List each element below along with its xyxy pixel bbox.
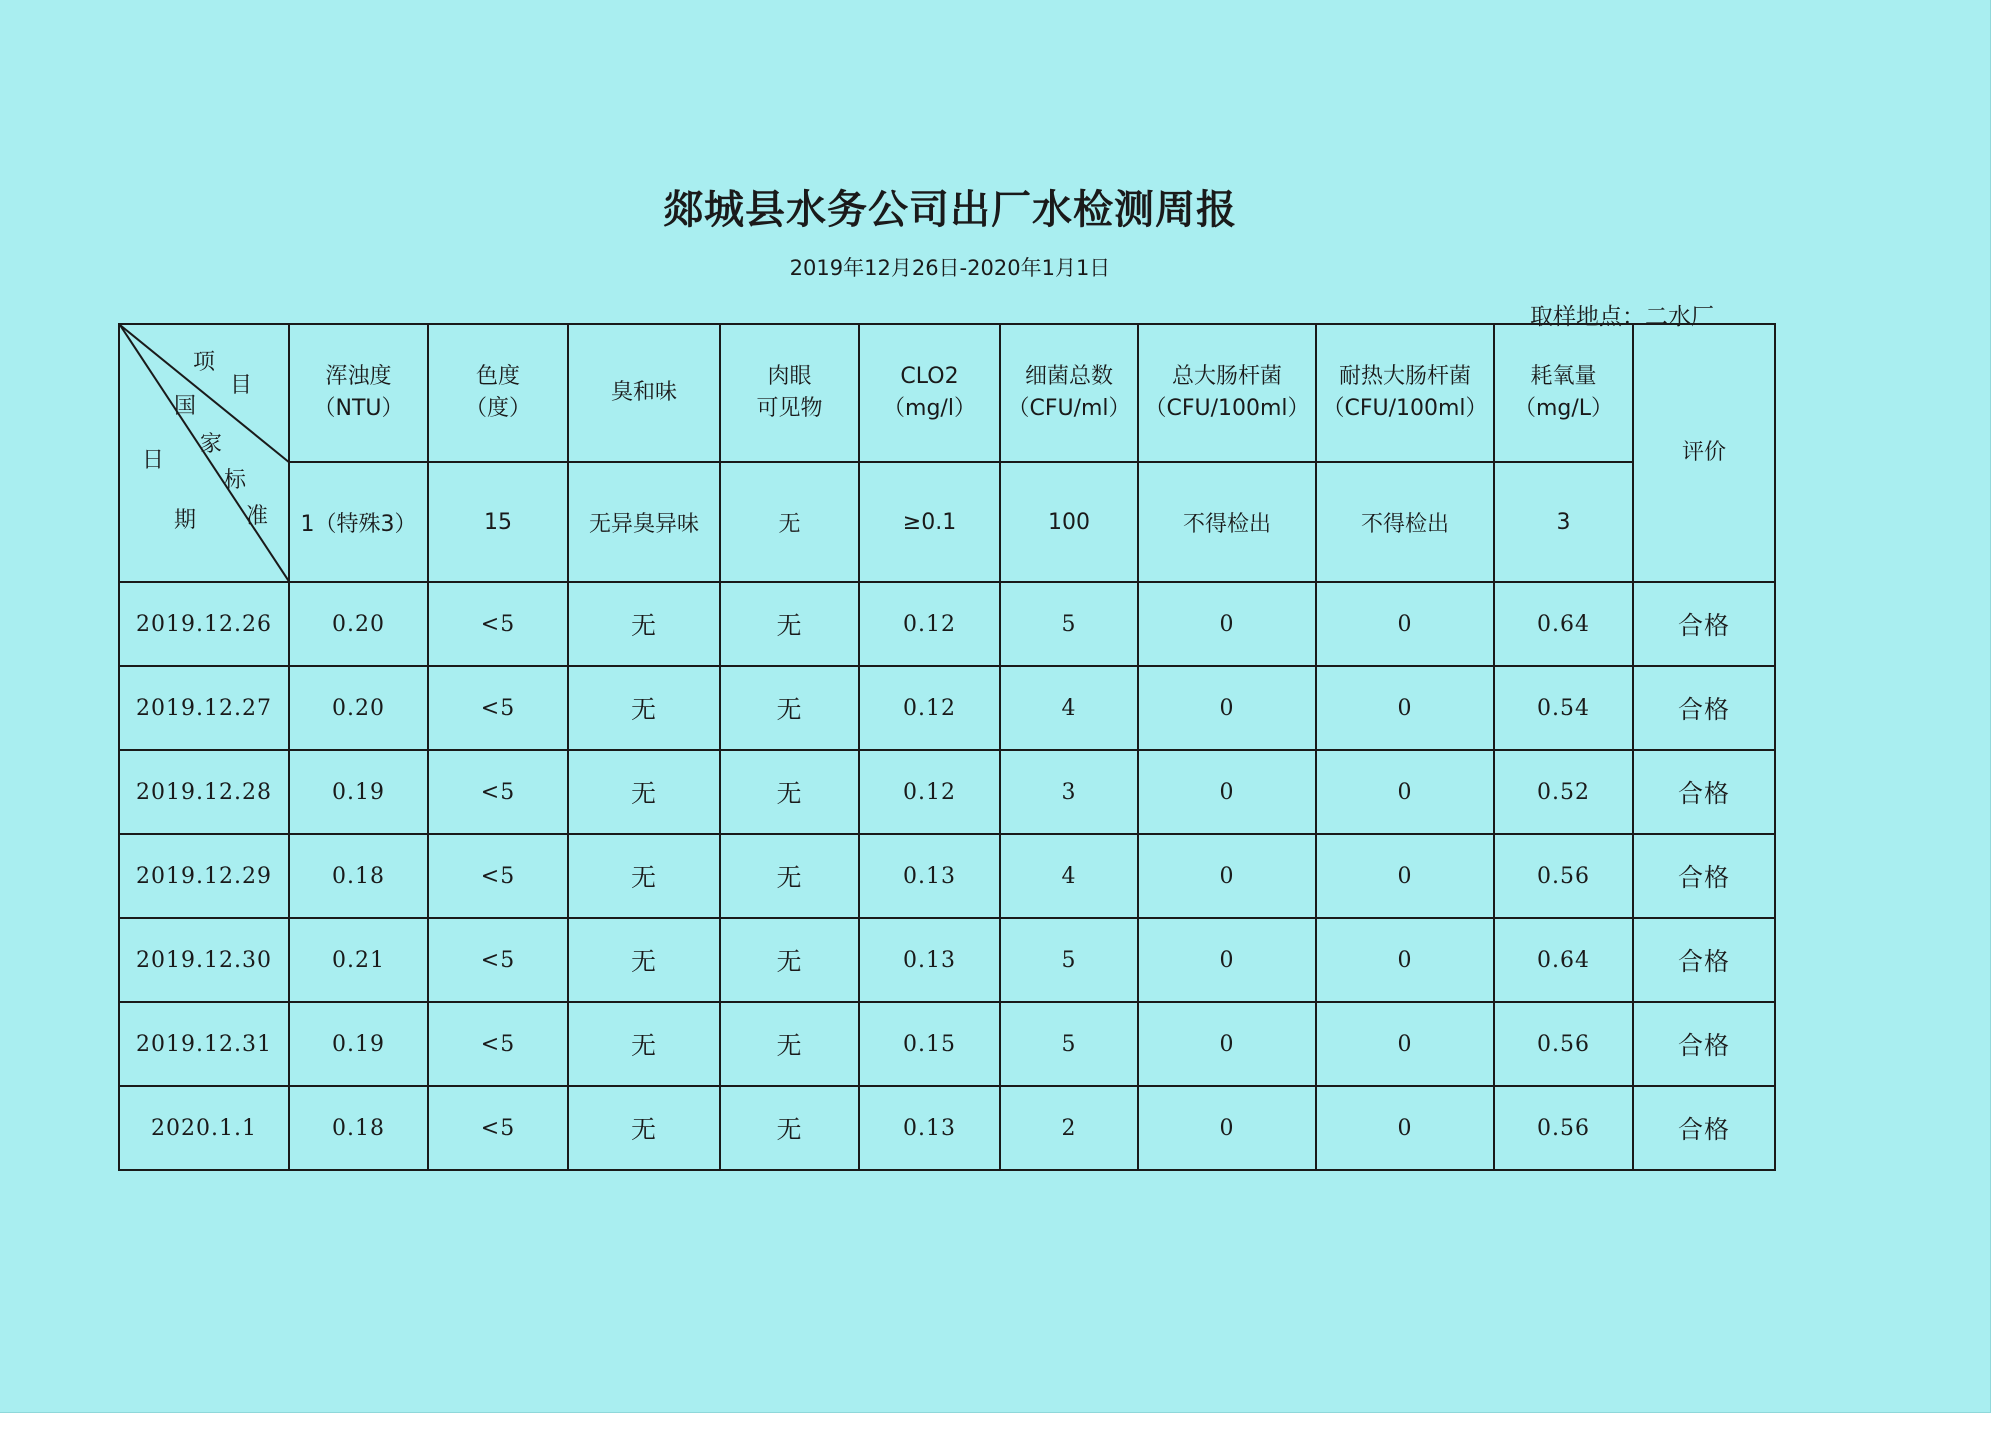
column-header-name: 浑浊度 [325,364,392,389]
value-cell: 无 [568,1002,720,1086]
column-header-name: 细菌总数 [1024,364,1113,389]
standard-value-cell: 不得检出 [1138,462,1316,582]
corner-item-char: 目 [230,373,253,398]
value-cell: 0.20 [289,582,428,666]
table-row [119,1086,1775,1170]
value-cell: 0 [1138,834,1316,918]
value-cell: 无 [720,666,859,750]
corner-date-char: 日 [142,448,165,473]
column-header [1000,324,1138,462]
value-cell: 5 [1000,918,1138,1002]
value-cell: 0.20 [289,666,428,750]
standard-value-cell: 1（特殊3） [289,462,428,582]
column-header [1494,324,1633,462]
standard-value-cell: 不得检出 [1316,462,1494,582]
value-cell: 无 [720,1002,859,1086]
column-header-unit: 可见物 [756,396,823,421]
evaluation-cell: 合格 [1633,1086,1775,1170]
value-cell: 0.64 [1494,918,1633,1002]
standard-value-cell: 无异臭异味 [568,462,720,582]
corner-standard-char: 家 [200,432,223,457]
value-cell: 0.18 [289,1086,428,1170]
value-cell: <5 [428,582,568,666]
value-cell: 0.13 [859,918,1000,1002]
value-cell: 3 [1000,750,1138,834]
evaluation-cell: 合格 [1633,1002,1775,1086]
value-cell: <5 [428,834,568,918]
value-cell: 0.52 [1494,750,1633,834]
evaluation-cell: 合格 [1633,666,1775,750]
standard-value-cell: 15 [428,462,568,582]
value-cell: 4 [1000,834,1138,918]
value-cell: 无 [568,834,720,918]
value-cell: 0.18 [289,834,428,918]
column-header-name: 总大肠杆菌 [1171,364,1282,389]
column-header [428,324,568,462]
table-row [119,666,1775,750]
column-header-unit: （CFU/100ml） [1322,396,1488,421]
value-cell: 无 [720,1086,859,1170]
column-header [1316,324,1494,462]
value-cell: 无 [568,666,720,750]
value-cell: 0 [1316,750,1494,834]
value-cell: 0.21 [289,918,428,1002]
value-cell: 0 [1316,582,1494,666]
standard-value-cell: ≥0.1 [859,462,1000,582]
value-cell: 0 [1138,1002,1316,1086]
standard-row [119,462,1775,582]
column-header-unit: （度） [464,396,531,421]
value-cell: 0.19 [289,1002,428,1086]
column-header-name: 耗氧量 [1530,364,1597,389]
value-cell: 0.12 [859,666,1000,750]
value-cell: <5 [428,1086,568,1170]
table-row [119,750,1775,834]
value-cell: 0.12 [859,582,1000,666]
table-row [119,1002,1775,1086]
column-header-name: 肉眼 [767,364,812,389]
value-cell: <5 [428,918,568,1002]
value-cell: 无 [568,918,720,1002]
evaluation-cell: 合格 [1633,750,1775,834]
column-header [1138,324,1316,462]
column-header-unit: （mg/L） [1513,396,1614,421]
column-header-unit: （CFU/ml） [1007,396,1131,421]
table-row [119,918,1775,1002]
value-cell: 0.13 [859,1086,1000,1170]
value-cell: 无 [568,582,720,666]
evaluation-cell: 合格 [1633,582,1775,666]
evaluation-cell: 合格 [1633,918,1775,1002]
water-quality-table [118,323,1776,1171]
value-cell: 0.12 [859,750,1000,834]
value-cell: 无 [720,750,859,834]
value-cell: 0.56 [1494,834,1633,918]
standard-value-cell: 3 [1494,462,1633,582]
corner-standard-char: 标 [224,468,247,493]
value-cell: 0 [1138,918,1316,1002]
column-header-name: 臭和味 [610,380,677,405]
date-cell: 2019.12.29 [119,834,289,918]
column-header-unit: （mg/l） [883,396,976,421]
corner-header-cell [119,324,289,582]
standard-value-cell: 100 [1000,462,1138,582]
value-cell: 0.15 [859,1002,1000,1086]
value-cell: 2 [1000,1086,1138,1170]
column-header [859,324,1000,462]
value-cell: 0.13 [859,834,1000,918]
corner-date-char: 期 [174,508,197,533]
date-cell: 2019.12.27 [119,666,289,750]
value-cell: 5 [1000,582,1138,666]
value-cell: 0.64 [1494,582,1633,666]
value-cell: 无 [568,750,720,834]
column-header [720,324,859,462]
value-cell: <5 [428,750,568,834]
evaluation-header: 评价 [1633,324,1775,582]
column-header-name: CLO2 [900,364,959,389]
date-cell: 2020.1.1 [119,1086,289,1170]
column-header-name: 耐热大肠杆菌 [1338,364,1471,389]
date-cell: 2019.12.30 [119,918,289,1002]
value-cell: 0 [1138,582,1316,666]
value-cell: 0 [1138,1086,1316,1170]
column-header-unit: （CFU/100ml） [1144,396,1310,421]
date-cell: 2019.12.26 [119,582,289,666]
corner-standard-char: 国 [174,394,197,419]
value-cell: 无 [568,1086,720,1170]
column-header [568,324,720,462]
corner-item-char: 项 [193,350,216,375]
column-header-name: 色度 [475,364,520,389]
value-cell: 0 [1138,750,1316,834]
column-header [289,324,428,462]
standard-value-cell: 无 [720,462,859,582]
date-cell: 2019.12.28 [119,750,289,834]
value-cell: 0 [1316,918,1494,1002]
evaluation-cell: 合格 [1633,834,1775,918]
value-cell: 0.56 [1494,1002,1633,1086]
value-cell: 无 [720,918,859,1002]
report-title: 郯城县水务公司出厂水检测周报 [663,187,1237,233]
value-cell: 0.56 [1494,1086,1633,1170]
value-cell: 0.54 [1494,666,1633,750]
sampling-location: 取样地点：二水厂 [1530,304,1714,330]
value-cell: 0 [1316,834,1494,918]
value-cell: 0 [1138,666,1316,750]
report-date-range: 2019年12月26日-2020年1月1日 [789,256,1111,280]
table-row [119,582,1775,666]
value-cell: 5 [1000,1002,1138,1086]
value-cell: 0.19 [289,750,428,834]
value-cell: 无 [720,834,859,918]
column-header-unit: （NTU） [313,396,404,421]
corner-standard-char: 准 [246,504,269,529]
value-cell: 0 [1316,666,1494,750]
value-cell: <5 [428,666,568,750]
header-row [119,324,1775,462]
value-cell: 0 [1316,1002,1494,1086]
table-row [119,834,1775,918]
value-cell: 0 [1316,1086,1494,1170]
value-cell: <5 [428,1002,568,1086]
value-cell: 4 [1000,666,1138,750]
date-cell: 2019.12.31 [119,1002,289,1086]
value-cell: 无 [720,582,859,666]
